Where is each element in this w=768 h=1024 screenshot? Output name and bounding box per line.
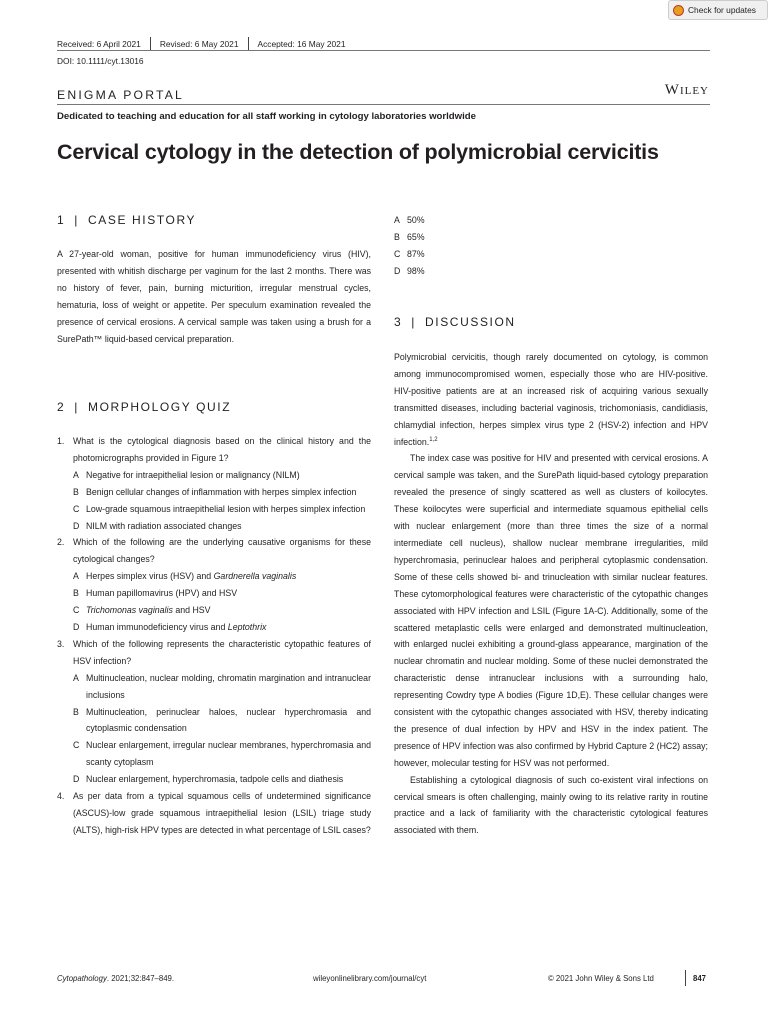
option-letter: C [73,740,80,751]
question-number: 1. [57,436,65,446]
portal-subtitle: Dedicated to teaching and education for all staff working in cytology laboratories worldwide [57,111,476,122]
option-letter: B [73,588,79,599]
discussion-text [394,349,708,839]
question-text: Which of the following represents the characteristic cytopathic features of HSV infection? [73,638,371,666]
check-for-updates-label: Check for updates [688,5,756,15]
quiz-option [73,467,371,484]
question-text: As per data from a typical squamous cells of undetermined significance (ASCUS)-low grade squamous intraepithelial lesion (LSIL) triage study (ALTS), high-risk HPV types are detected in what percentage of LSIL cases? [73,791,371,835]
footer-journal: Cytopathology [57,974,107,983]
section-heading-discussion [394,315,516,329]
option-text: 87% [407,248,425,259]
option-text: Multinucleation, perinuclear haloes, nuclear hyperchromasia and cytoplasmic condensation [86,706,371,734]
portal-label: ENIGMA PORTAL [57,88,185,102]
section-title: CASE HISTORY [88,213,197,227]
option-text: Human immunodeficiency virus and [86,621,228,632]
option-text: 65% [407,231,425,242]
section-number: 1 [57,213,66,227]
quiz-question [57,636,371,788]
q4-answers [394,212,594,280]
revised-date: Revised: 6 May 2021 [159,39,239,49]
option-letter: B [394,231,400,242]
quiz-option [73,484,371,501]
option-text: Negative for intraepithelial lesion or malignancy (NILM) [86,469,300,480]
q4-answer-option [394,263,594,280]
quiz-question [57,788,371,839]
quiz-question [57,534,371,635]
section-title: DISCUSSION [425,315,516,329]
option-letter: B [73,486,79,497]
portal-divider [57,104,710,105]
option-text: Nuclear enlargement, hyperchromasia, tadpole cells and diathesis [86,774,344,785]
question-number: 4. [57,791,65,802]
header-divider [57,50,710,51]
quiz-question [57,433,371,534]
option-letter: A [73,571,79,582]
option-text: 50% [407,215,425,225]
discussion-paragraph-3: Establishing a cytological diagnosis of such co-existent viral infections on cervical smears is often challenging, mainly owing to its relative rarity in routine practice and a lack of familiarity with the characteristic cytological features associated with them. [394,774,708,836]
footer-url[interactable]: wileyonlinelibrary.com/journal/cyt [313,974,427,983]
option-italic-text: Leptothrix [227,621,267,632]
option-letter: C [394,248,401,259]
option-letter: A [73,672,79,683]
quiz-option [73,602,371,619]
section-bar: | [74,400,79,414]
footer-copyright: © 2021 John Wiley & Sons Ltd [548,974,654,983]
quiz-option [73,585,371,602]
section-title: MORPHOLOGY QUIZ [88,400,232,414]
question-text: Which of the following are the underlying causative organisms for these cytological changes? [73,537,371,565]
option-text: 98% [407,265,425,276]
quiz-option [73,704,371,738]
discussion-paragraph-1 [394,349,708,450]
received-date: Received: 6 April 2021 [57,39,141,49]
option-text: Benign cellular changes of inflammation with herpes simplex infection [86,486,357,497]
question-number: 2. [57,537,65,548]
q4-answer-option [394,212,594,229]
article-dates [57,37,346,51]
crossmark-icon [673,5,684,16]
quiz-option [73,670,371,704]
footer-citation [57,974,174,983]
section-number: 3 [394,315,403,329]
option-italic-text: Gardnerella vaginalis [213,571,297,582]
quiz [57,433,371,839]
q4-answer-option [394,229,594,246]
accepted-date: Accepted: 16 May 2021 [257,39,346,49]
option-text: Herpes simplex virus (HSV) and [86,571,214,582]
option-text: NILM with radiation associated changes [86,520,242,531]
case-history-text [57,246,371,347]
publisher-logo: Wiley [664,82,709,98]
option-letter: A [73,469,79,480]
discussion-p1-text: Polymicrobial cervicitis, though rarely documented on cytology, is common among immunocompromised women, especially those who are HIV-positive. HIV-positive patients are at an increased risk of acquiring various sexually transmitted diseases, including bacterial vaginosis, trichomoniasis, candidiasis, chlamydial infection, herpes simplex virus type 2 (HSV-2) infection and HPV infection. [394,352,708,447]
option-letter: D [73,520,80,531]
article-title: Cervical cytology in the detection of polymicrobial cervicitis [57,140,659,164]
quiz-option [73,501,371,518]
quiz-option [73,568,371,585]
citation-ref[interactable]: 1,2 [429,436,438,443]
option-italic-text: Trichomonas vaginalis [86,605,173,616]
footer-divider [685,970,686,986]
quiz-option [73,518,371,535]
option-letter: C [73,605,80,616]
q4-answer-option [394,246,594,263]
option-letter: D [73,774,80,785]
page-number: 847 [693,974,707,983]
section-bar: | [411,315,416,329]
option-letter: D [394,265,401,276]
section-number: 2 [57,400,66,414]
discussion-paragraph-2: The index case was positive for HIV and presented with cervical erosions. A cervical sample was taken, and the SurePath liquid-based cytology preparation revealed the presence of singly scattered as well as clusters of koilocytes. These koilocytes were superficial and intermediate squamous epithelial cells with nuclear enlargement (more than three times the size of a normal intermediate cell nucleus), shallow nuclear membrane irregularities, mild hyperchromasia, perinuclear haloes and peripheral cytoplasmic condensation. Some of these cells showed bi- and trinucleation with similar nuclear features. These cytomorphological features were characteristic of the cytopathic changes associated with HPV infection and LSIL (Figure 1A-C). Additionally, some of the scattered metaplastic cells were enlarged and demonstrated multinucleation, with enlarged nuclei exhibiting a ground-glass appearance, margination of the nuclear chromatin and nuclear molding. Some of these nuclei demonstrated the characteristic dense intranuclear inclusions with a surrounding halo, representing Cowdry type A bodies (Figure 1D,E). These cellular changes were consistent with the cytopathic changes associated with HSV, thereby indicating the presence of dual infection by HPV and HSV in the index patient. The presence of HPV infection was also confirmed by Hybrid Capture 2 (HC2) assay; however, molecular testing for HSV was not performed. [394,453,708,768]
section-heading-case-history [57,213,196,227]
quiz-list [57,433,371,839]
quiz-option [73,771,371,788]
footer-citation-text: . 2021;32:847–849. [106,974,175,983]
option-letter: B [73,706,79,717]
option-letter: A [394,215,400,225]
option-text: Multinucleation, nuclear molding, chromatin margination and intranuclear inclusions [86,672,371,700]
option-text-tail: and HSV [172,605,211,616]
option-letter: C [73,503,80,514]
section-heading-morphology-quiz [57,400,231,414]
check-for-updates-button[interactable] [668,0,768,20]
option-text: Human papillomavirus (HPV) and HSV [86,588,238,599]
quiz-option [73,737,371,771]
section-bar: | [74,213,79,227]
quiz-option [73,619,371,636]
option-text: Low-grade squamous intraepithelial lesion with herpes simplex infection [86,503,366,514]
question-number: 3. [57,638,65,649]
option-letter: D [73,621,80,632]
option-text: Nuclear enlargement, irregular nuclear membranes, hyperchromasia and scanty cytoplasm [86,740,371,768]
doi[interactable]: DOI: 10.1111/cyt.13016 [57,56,144,66]
question-text: What is the cytological diagnosis based on the clinical history and the photomicrographs provided in Figure 1? [73,436,371,463]
case-history-paragraph: A 27-year-old woman, positive for human immunodeficiency virus (HIV), presented with whitish discharge per vaginum for the last 2 months. There was no history of fever, pain, burning micturition, irregular menstrual cycles, hematuria, loss of weight or appetite. Per speculum examination revealed the presence of cervical erosions. A cervical sample was taken using a brush for a SurePath™ liquid-based cervical preparation. [57,249,371,344]
